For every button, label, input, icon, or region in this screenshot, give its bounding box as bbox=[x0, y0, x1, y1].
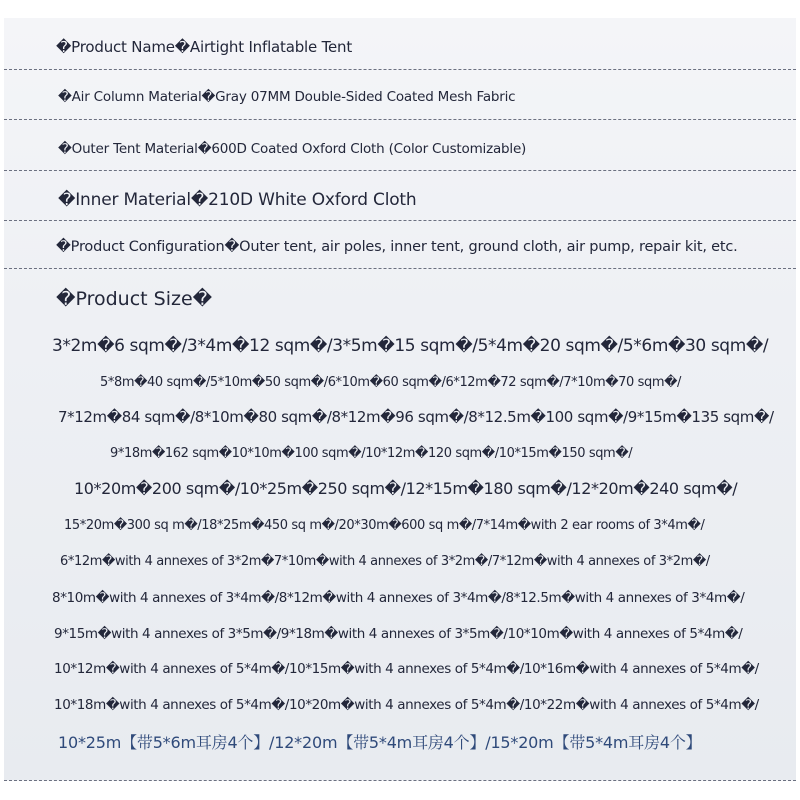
air-column-text: �Air Column Material�Gray 07MM Double-Sided Coated Mesh Fabric bbox=[58, 89, 516, 105]
size-line: 6*12m�with 4 annexes of 3*2m�7*10m�with 4 annexes of 3*2m�/7*12m�with 4 annexes of 3*2m�/ bbox=[60, 554, 710, 569]
size-line: 3*2m�6 sqm�/3*4m�12 sqm�/3*5m�15 sqm�/5*4m�20 sqm�/5*6m�30 sqm�/ bbox=[52, 336, 769, 356]
product-size-title: �Product Size� bbox=[56, 288, 213, 310]
outer-tent-text: �Outer Tent Material�600D Coated Oxford Cloth (Color Customizable) bbox=[58, 141, 527, 157]
size-line: 9*18m�162 sqm�10*10m�100 sqm�/10*12m�120 sqm�/10*15m�150 sqm�/ bbox=[110, 446, 633, 461]
spec-row-configuration bbox=[4, 220, 796, 269]
size-line: 15*20m�300 sq m�/18*25m�450 sq m�/20*30m�600 sq m�/7*14m�with 2 ear rooms of 3*4m�/ bbox=[64, 518, 705, 533]
size-line: 8*10m�with 4 annexes of 3*4m�/8*12m�with 4 annexes of 3*4m�/8*12.5m�with 4 annexes of 3*4m�/ bbox=[52, 590, 745, 606]
size-line: 5*8m�40 sqm�/5*10m�50 sqm�/6*10m�60 sqm�/6*12m�72 sqm�/7*10m�70 sqm�/ bbox=[100, 375, 682, 390]
size-line: 7*12m�84 sqm�/8*10m�80 sqm�/8*12m�96 sqm�/8*12.5m�100 sqm�/9*15m�135 sqm�/ bbox=[58, 408, 774, 426]
spec-sheet bbox=[4, 18, 796, 781]
size-line: 10*18m�with 4 annexes of 5*4m�/10*20m�with 4 annexes of 5*4m�/10*22m�with 4 annexes of 5*4m�/ bbox=[54, 697, 759, 713]
product-name-text: �Product Name�Airtight Inflatable Tent bbox=[56, 38, 353, 56]
configuration-text: �Product Configuration�Outer tent, air poles, inner tent, ground cloth, air pump, repair kit, etc. bbox=[56, 239, 738, 255]
size-line: 10*12m�with 4 annexes of 5*4m�/10*15m�with 4 annexes of 5*4m�/10*16m�with 4 annexes of 5*4m�/ bbox=[54, 661, 759, 677]
size-line: 10*20m�200 sqm�/10*25m�250 sqm�/12*15m�180 sqm�/12*20m�240 sqm�/ bbox=[74, 479, 738, 498]
inner-material-text: �Inner Material�210D White Oxford Cloth bbox=[58, 190, 417, 210]
size-line: 9*15m�with 4 annexes of 3*5m�/9*18m�with 4 annexes of 3*5m�/10*10m�with 4 annexes of 5*4m�/ bbox=[54, 626, 743, 642]
spec-row-inner bbox=[4, 170, 796, 221]
spec-row-product-name bbox=[4, 18, 796, 70]
size-line-last: 10*25m【带5*6m耳房4个】/12*20m【带5*4m耳房4个】/15*20m【带5*4m耳房4个】 bbox=[58, 733, 702, 752]
spec-row-outer-tent bbox=[4, 119, 796, 171]
spec-row-air-column bbox=[4, 69, 796, 120]
